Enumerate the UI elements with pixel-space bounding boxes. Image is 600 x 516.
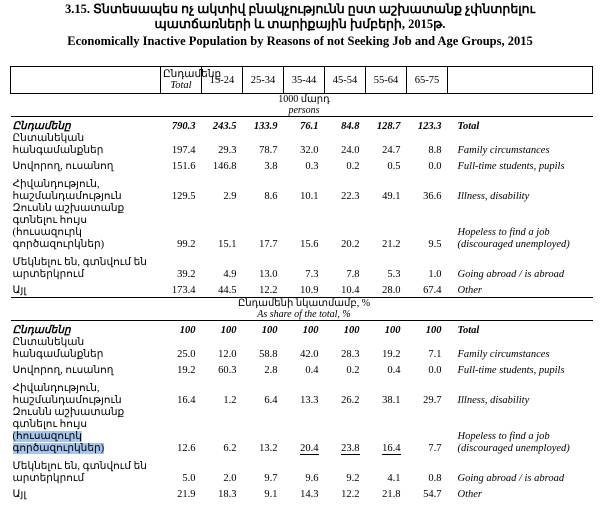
row-label-en: Hopeless to find a job (discouraged unemployed)	[457, 227, 570, 250]
cell-value: 100	[161, 321, 202, 338]
cell-value: 39.2	[177, 269, 196, 280]
table-row	[11, 321, 593, 338]
row-label-en: Total	[448, 117, 593, 134]
cell-value: 5.0	[182, 473, 196, 484]
cell-value: 243.5	[202, 117, 243, 134]
section1-unit-en: persons	[288, 105, 320, 116]
cell-value: 26.2	[341, 395, 360, 406]
row-label: Մեկնելու են, գտնվում են արտերկրում	[12, 461, 147, 484]
data-table	[10, 66, 593, 501]
table-row	[11, 337, 593, 361]
cell-value: 19.2	[177, 365, 196, 376]
row-label-en: Total	[448, 321, 593, 338]
row-label-en: Other	[457, 489, 482, 500]
cell-value: 24.7	[382, 145, 401, 156]
row-label: Ընդամենը	[11, 117, 161, 134]
table-row	[11, 203, 593, 251]
cell-value: 100	[366, 321, 407, 338]
cell-value: 10.1	[300, 191, 319, 202]
cell-value: 7.3	[305, 269, 319, 280]
row-label-part: Զուսնն աշխատանք գտնելու հույս	[12, 407, 125, 430]
table-row	[11, 377, 593, 407]
header-label-cell	[11, 67, 161, 94]
underlined-value: 16.4	[382, 443, 401, 454]
cell-value: 13.0	[259, 269, 278, 280]
cell-value: 21.2	[382, 239, 401, 250]
cell-value: 44.5	[218, 285, 237, 296]
cell-value: 0.4	[305, 365, 319, 376]
cell-value: 100	[407, 321, 448, 338]
section1-unit	[11, 94, 593, 117]
cell-value: 18.3	[218, 489, 237, 500]
table-row	[11, 407, 593, 455]
table-row	[11, 251, 593, 281]
cell-value: 128.7	[366, 117, 407, 134]
cell-value: 0.0	[428, 161, 442, 172]
row-label-en: Hopeless to find a job (discouraged unemployed)	[457, 431, 570, 454]
table-row	[11, 133, 593, 157]
cell-value: 7.7	[428, 443, 442, 454]
cell-value: 133.9	[243, 117, 284, 134]
cell-value: 151.6	[171, 161, 196, 172]
cell-value: 78.7	[259, 145, 278, 156]
cell-value: 21.9	[177, 489, 196, 500]
header-english-cell	[448, 67, 593, 94]
cell-value: 2.0	[223, 473, 237, 484]
header-age-group: 25-34	[243, 67, 284, 94]
cell-value: 7.8	[346, 269, 360, 280]
section1-unit-hy: 1000 մարդ	[278, 94, 330, 105]
cell-value: 12.2	[341, 489, 360, 500]
header-age-group: 15-24	[202, 67, 243, 94]
cell-value: 0.3	[305, 161, 319, 172]
row-label: Ընտանեկան հանգամանքներ	[12, 337, 104, 360]
cell-value: 54.7	[423, 489, 442, 500]
cell-value: 28.3	[341, 349, 360, 360]
cell-value: 84.8	[325, 117, 366, 134]
cell-value: 42.0	[300, 349, 319, 360]
cell-value: 19.2	[382, 349, 401, 360]
cell-value: 9.1	[264, 489, 278, 500]
cell-value	[284, 407, 325, 455]
cell-value: 4.1	[387, 473, 401, 484]
cell-value: 146.8	[212, 161, 237, 172]
cell-value: 29.3	[218, 145, 237, 156]
cell-value: 0.5	[387, 161, 401, 172]
table-row	[11, 361, 593, 377]
cell-value: 100	[325, 321, 366, 338]
cell-value: 13.2	[259, 443, 278, 454]
row-label	[11, 407, 161, 455]
header-row	[11, 67, 593, 94]
cell-value: 0.8	[428, 473, 442, 484]
row-label: Այլ	[12, 285, 27, 296]
row-label-en: Family circumstances	[457, 145, 550, 156]
row-label: Ընտանեկան հանգամանքներ	[12, 133, 104, 156]
row-label-en: Illness, disability	[457, 191, 530, 202]
row-label: Հիվանդություն, հաշմանդամություն	[12, 179, 122, 202]
cell-value: 12.6	[177, 443, 196, 454]
section2-unit-hy: Ընդամենի նկատմամբ, %	[237, 298, 371, 309]
cell-value: 49.1	[382, 191, 401, 202]
table-row	[11, 173, 593, 203]
cell-value: 0.2	[346, 161, 360, 172]
row-label-en: Going abroad / is abroad	[457, 473, 565, 484]
table-row	[11, 157, 593, 173]
title-armenian	[0, 2, 600, 32]
cell-value: 6.2	[223, 443, 237, 454]
cell-value: 16.4	[177, 395, 196, 406]
cell-value: 12.0	[218, 349, 237, 360]
header-age-group: 55-64	[366, 67, 407, 94]
row-label-en: Full-time students, pupils	[457, 365, 565, 376]
cell-value	[325, 407, 366, 455]
cell-value	[366, 407, 407, 455]
cell-value: 15.1	[218, 239, 237, 250]
header-total-en: Total	[170, 80, 192, 91]
header-age-group: 65-75	[407, 67, 448, 94]
cell-value: 129.5	[171, 191, 196, 202]
cell-value: 0.2	[346, 365, 360, 376]
cell-value: 9.6	[305, 473, 319, 484]
cell-value: 9.5	[428, 239, 442, 250]
section2-unit	[11, 298, 593, 321]
table-row	[11, 281, 593, 298]
row-label-en: Illness, disability	[457, 395, 530, 406]
cell-value: 10.4	[341, 285, 360, 296]
cell-value: 14.3	[300, 489, 319, 500]
cell-value: 2.8	[264, 365, 278, 376]
row-label-en: Other	[457, 285, 482, 296]
cell-value: 17.7	[259, 239, 278, 250]
cell-value: 28.0	[382, 285, 401, 296]
cell-value: 38.1	[382, 395, 401, 406]
header-age-group: 45-54	[325, 67, 366, 94]
cell-value: 8.6	[264, 191, 278, 202]
cell-value: 13.3	[300, 395, 319, 406]
table-row	[11, 485, 593, 501]
cell-value: 22.3	[341, 191, 360, 202]
cell-value: 58.8	[259, 349, 278, 360]
cell-value: 15.6	[300, 239, 319, 250]
title-english: Economically Inactive Population by Reasons of not Seeking Job and Age Groups, 2015	[67, 34, 533, 48]
cell-value: 197.4	[171, 145, 196, 156]
cell-value: 0.0	[428, 365, 442, 376]
cell-value: 123.3	[407, 117, 448, 134]
cell-value: 100	[284, 321, 325, 338]
row-label: Այլ	[12, 489, 27, 500]
row-label-highlighted: (հուսազուրկ գործազուրկներ)	[12, 431, 105, 454]
header-total-hy: Ընդամենը	[163, 69, 222, 80]
cell-value: 4.9	[223, 269, 237, 280]
cell-value: 24.0	[341, 145, 360, 156]
cell-value: 173.4	[171, 285, 196, 296]
row-label-en: Family circumstances	[457, 349, 550, 360]
cell-value: 21.8	[382, 489, 401, 500]
cell-value: 9.2	[346, 473, 360, 484]
row-label: Զուսնն աշխատանք գտնելու հույս (հուսազուրկ գործազուրկներ)	[12, 203, 125, 250]
table-row	[11, 455, 593, 485]
cell-value: 29.7	[423, 395, 442, 406]
cell-value: 67.4	[423, 285, 442, 296]
row-label-en: Full-time students, pupils	[457, 161, 565, 172]
table-row	[11, 117, 593, 134]
cell-value: 99.2	[177, 239, 196, 250]
cell-value: 8.8	[428, 145, 442, 156]
cell-value: 790.3	[161, 117, 202, 134]
cell-value: 36.6	[423, 191, 442, 202]
cell-value: 1.0	[428, 269, 442, 280]
cell-value: 25.0	[177, 349, 196, 360]
cell-value: 32.0	[300, 145, 319, 156]
cell-value: 2.9	[223, 191, 237, 202]
row-label: Հիվանդություն, հաշմանդամություն	[12, 383, 122, 406]
cell-value: 100	[243, 321, 284, 338]
title-armenian-line2: պատճառների և տարիքային խմբերի, 2015թ.	[154, 17, 446, 31]
cell-value: 60.3	[218, 365, 237, 376]
row-label: Մեկնելու են, գտնվում են արտերկրում	[12, 257, 147, 280]
cell-value: 76.1	[284, 117, 325, 134]
cell-value: 1.2	[223, 395, 237, 406]
row-label: Սովորող, ուսանող	[12, 161, 114, 172]
cell-value: 9.7	[264, 473, 278, 484]
underlined-value: 23.8	[341, 443, 360, 454]
cell-value: 100	[202, 321, 243, 338]
underlined-value: 20.4	[300, 443, 319, 454]
cell-value: 12.2	[259, 285, 278, 296]
header-age-group: 35-44	[284, 67, 325, 94]
title-armenian-line1: 3.15. Տնտեսապես ոչ ակտիվ բնակչությունն ըստ աշխատանք չփնտրելու	[64, 2, 536, 16]
row-label: Սովորող, ուսանող	[12, 365, 114, 376]
cell-value: 20.2	[341, 239, 360, 250]
cell-value: 6.4	[264, 395, 278, 406]
row-label: Ընդամենը	[11, 321, 161, 338]
row-label-en: Going abroad / is abroad	[457, 269, 565, 280]
cell-value: 3.8	[264, 161, 278, 172]
cell-value: 0.4	[387, 365, 401, 376]
cell-value: 7.1	[428, 349, 442, 360]
section2-unit-en: As share of the total, %	[257, 309, 351, 320]
cell-value: 10.9	[300, 285, 319, 296]
cell-value: 5.3	[387, 269, 401, 280]
